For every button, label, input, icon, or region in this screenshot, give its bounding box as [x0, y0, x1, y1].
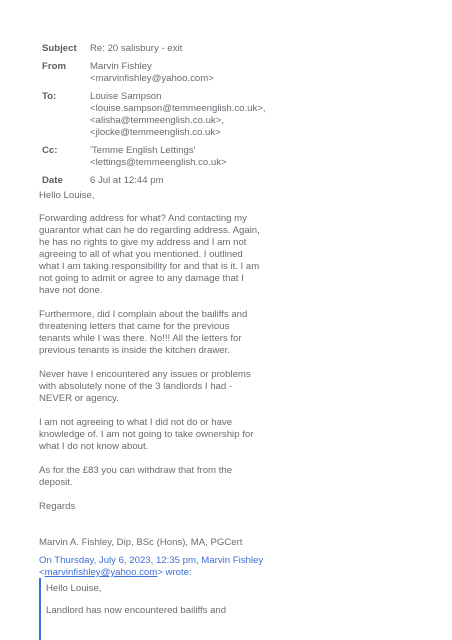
signature: Marvin A. Fishley, Dip, BSc (Hons), MA, PGCert: [39, 537, 243, 548]
cc-value: [90, 145, 450, 169]
closing: Regards: [39, 501, 76, 512]
paragraph-4: I am not agreeing to what I did not do or have knowledge of. I am not going to take ownership for what I do not know about.: [39, 417, 254, 452]
date-value: 6 Jul at 12:44 pm: [90, 175, 164, 186]
cc-label: Cc:: [42, 145, 58, 156]
paragraph-1: Forwarding address for what? And contacting my guarantor what can he do regarding address. Again, he has no rights to give my address and I am not agreeing to all of what you mentioned. I outlined what I am taking responsibility for and that is it. I am not going to admit or agree to any damage that I have not done.: [39, 213, 260, 296]
quote-attribution-line: On Thursday, July 6, 2023, 12:35 pm, Marvin Fishley: [39, 555, 264, 566]
to-email-2[interactable]: <alisha@temmeenglish.co.uk>,: [90, 115, 224, 126]
from-email[interactable]: <marvinfishley@yahoo.com>: [90, 73, 214, 84]
subject-label: Subject: [42, 43, 77, 54]
quote-attribution: [39, 555, 263, 579]
from-value: [90, 61, 450, 85]
date-label: Date: [42, 175, 63, 186]
to-email-1[interactable]: <louise.sampson@temmeenglish.co.uk>,: [90, 103, 266, 114]
to-name: Louise Sampson: [90, 91, 162, 102]
paragraph-3: Never have I encountered any issues or problems with absolutely none of the 3 landlords I had - NEVER or agency.: [39, 369, 251, 404]
from-label: From: [42, 61, 66, 72]
greeting: Hello Louise,: [39, 190, 95, 201]
from-name: Marvin Fishley: [90, 61, 152, 72]
quote-email-line: <marvinfishley@yahoo.com> wrote:: [39, 567, 192, 578]
to-label: To:: [42, 91, 57, 102]
to-email-3[interactable]: <jlocke@temmeenglish.co.uk>: [90, 127, 221, 138]
subject-value: Re: 20 salisbury - exit: [90, 43, 183, 54]
email-body: [39, 190, 419, 549]
cc-name: 'Temme English Lettings': [90, 145, 196, 156]
cc-email[interactable]: <lettings@temmeenglish.co.uk>: [90, 157, 227, 168]
quoted-partial-line: Landlord has now encountered bailiffs and: [46, 605, 227, 616]
quote-email-link[interactable]: marvinfishley@yahoo.com: [44, 567, 158, 578]
paragraph-5: As for the £83 you can withdraw that from the deposit.: [39, 465, 233, 488]
to-value: [90, 91, 450, 139]
paragraph-2: Furthermore, did I complain about the bailiffs and threatening letters that came for the previous tenants while I was there. No!!! All the letters for previous tenants is inside the kitchen drawer.: [39, 309, 248, 356]
quoted-greeting: Hello Louise,: [46, 583, 102, 594]
quoted-message: [39, 578, 301, 640]
